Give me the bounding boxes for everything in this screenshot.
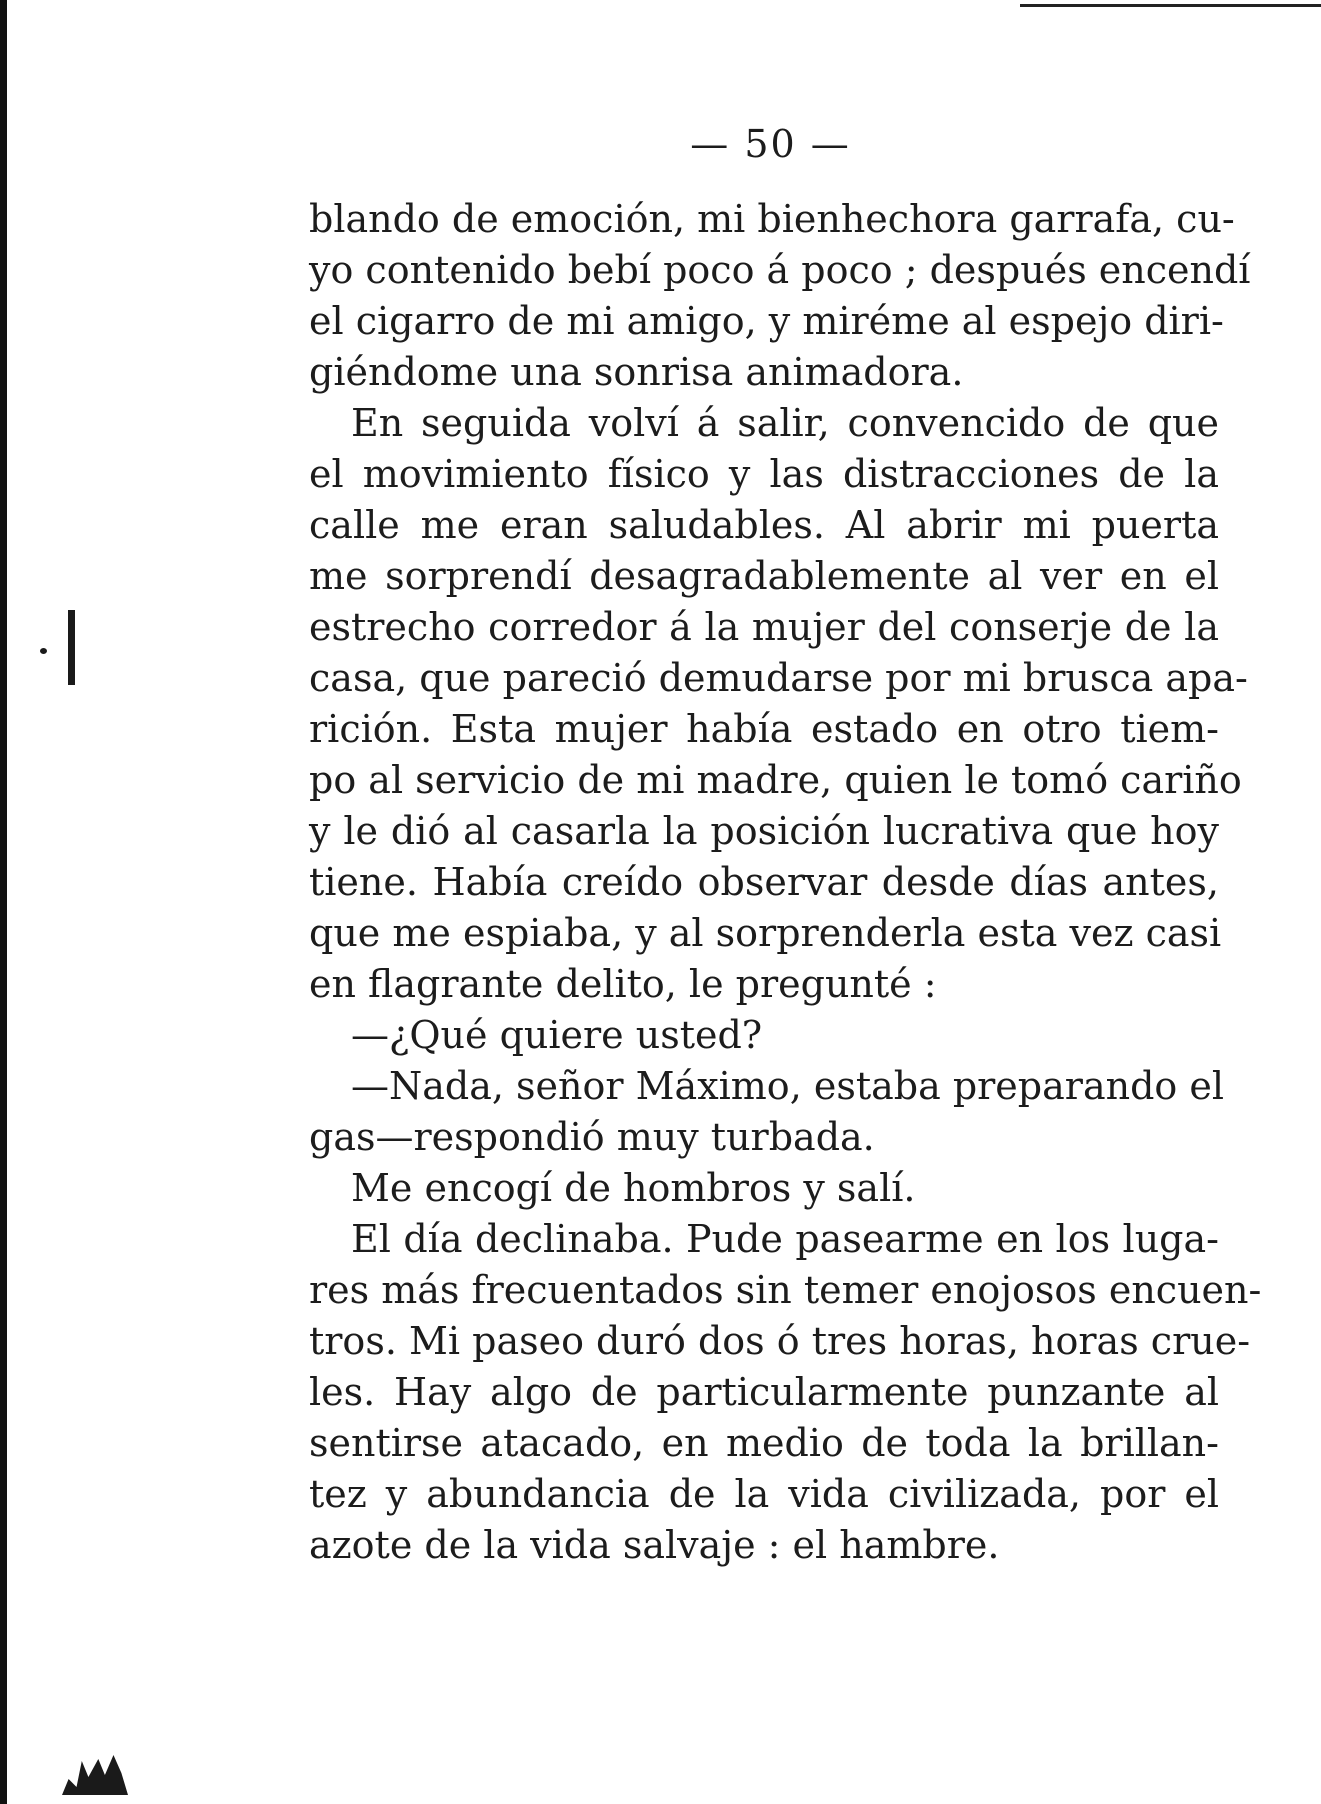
text-line: yo contenido bebí poco á poco ; después encendí <box>309 248 1251 292</box>
scan-left-edge <box>0 0 7 1804</box>
text-line: tez y abundancia de la vida civilizada, por el <box>309 1472 1219 1516</box>
text-line: tiene. Había creído observar desde días antes, <box>309 860 1219 904</box>
scan-mark-bottom <box>62 1755 128 1795</box>
text-line: que me espiaba, y al sorprenderla esta vez casi <box>309 911 1222 955</box>
text-line: po al servicio de mi madre, quien le tomó cariño <box>309 758 1242 802</box>
text-line: blando de emoción, mi bienhechora garrafa, cu- <box>309 197 1235 241</box>
text-line: les. Hay algo de particularmente punzante al <box>309 1370 1219 1414</box>
text-line: En seguida volví á salir, convencido de que <box>351 401 1219 445</box>
page-number: — 50 — <box>690 122 851 166</box>
text-line: en flagrante delito, le pregunté : <box>309 962 937 1006</box>
text-line: y le dió al casarla la posición lucrativa que hoy <box>309 809 1219 853</box>
text-line: casa, que pareció demudarse por mi brusca apa- <box>309 656 1248 700</box>
text-line: azote de la vida salvaje : el hambre. <box>309 1523 1000 1567</box>
text-line: el movimiento físico y las distracciones de la <box>309 452 1219 496</box>
text-line: giéndome una sonrisa animadora. <box>309 350 964 394</box>
body-text <box>309 194 1262 1571</box>
text-line: calle me eran saludables. Al abrir mi puerta <box>309 503 1219 547</box>
text-line: me sorprendí desagradablemente al ver en el <box>309 554 1219 598</box>
text-line: res más frecuentados sin temer enojosos encuen- <box>309 1268 1262 1312</box>
text-line: tros. Mi paseo duró dos ó tres horas, horas crue- <box>309 1319 1251 1363</box>
text-line: sentirse atacado, en medio de toda la brillan- <box>309 1421 1219 1465</box>
text-line: estrecho corredor á la mujer del conserje de la <box>309 605 1219 649</box>
text-line: el cigarro de mi amigo, y miréme al espejo diri- <box>309 299 1224 343</box>
dialogue-line: gas—respondió muy turbada. <box>309 1115 875 1159</box>
scan-mark <box>68 610 75 685</box>
scan-mark-dot <box>40 648 47 654</box>
text-line: Me encogí de hombros y salí. <box>351 1166 916 1210</box>
scan-top-rule <box>1020 4 1321 7</box>
text-line: El día declinaba. Pude pasearme en los luga- <box>351 1217 1219 1261</box>
text-line: rición. Esta mujer había estado en otro tiem- <box>309 707 1219 751</box>
dialogue-line: —¿Qué quiere usted? <box>351 1013 763 1057</box>
dialogue-line: —Nada, señor Máximo, estaba preparando el <box>351 1064 1224 1108</box>
